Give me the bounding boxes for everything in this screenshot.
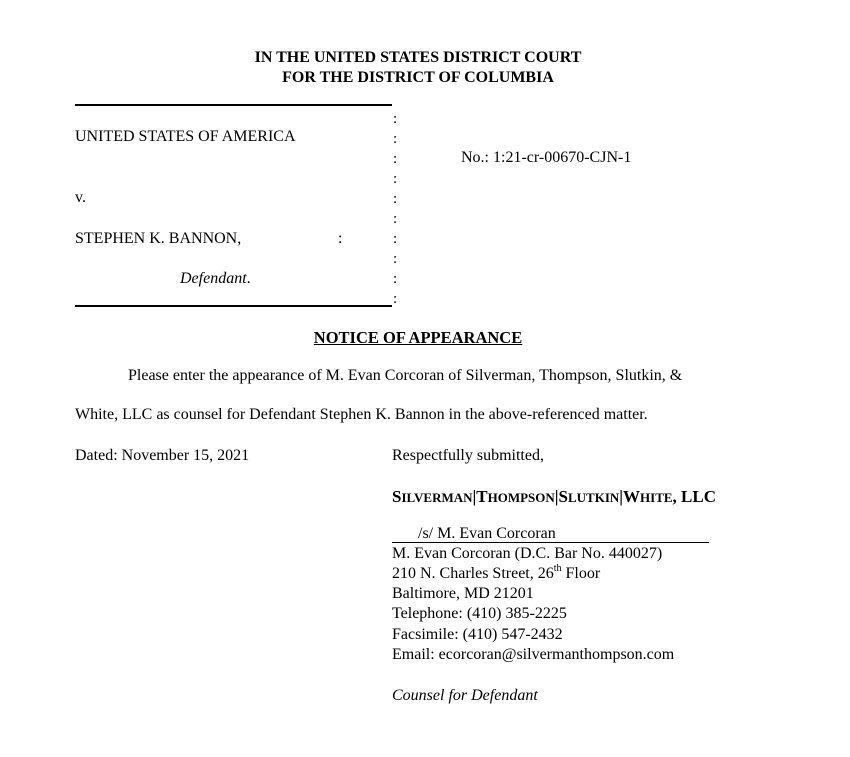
body-line-1: Please enter the appearance of M. Evan Corcoran of Silverman, Thompson, Slutkin, & xyxy=(128,367,683,384)
court-name-line1: IN THE UNITED STATES DISTRICT COURT xyxy=(254,49,582,66)
caption-colon: : xyxy=(393,251,398,267)
defendant-role-text: Defendant xyxy=(180,270,247,287)
case-number: No.: 1:21-cr-00670-CJN-1 xyxy=(461,149,632,166)
defendant-colon: : xyxy=(338,230,343,247)
city-state-zip: Baltimore, MD 21201 xyxy=(392,585,534,602)
facsimile: Facsimile: (410) 547-2432 xyxy=(392,626,563,643)
dated-line: Dated: November 15, 2021 xyxy=(75,447,250,464)
caption-colon: : xyxy=(393,271,398,287)
caption-colon: : xyxy=(393,231,398,247)
counsel-role: Counsel for Defendant xyxy=(392,687,538,704)
versus-label: v. xyxy=(75,189,86,206)
telephone: Telephone: (410) 385-2225 xyxy=(392,605,567,622)
document-title: NOTICE OF APPEARANCE xyxy=(313,328,523,347)
plaintiff-name: UNITED STATES OF AMERICA xyxy=(75,128,296,145)
caption-colon: : xyxy=(393,171,398,187)
caption-colon: : xyxy=(393,111,398,127)
caption-colon: : xyxy=(393,291,398,307)
email: Email: ecorcoran@silvermanthompson.com xyxy=(392,646,675,663)
caption-colon: : xyxy=(393,151,398,167)
street-address: 210 N. Charles Street, 26th Floor xyxy=(392,563,601,582)
defendant-name: STEPHEN K. BANNON, xyxy=(75,230,242,247)
defendant-role-period: . xyxy=(246,270,251,287)
caption-colon: : xyxy=(393,191,398,207)
caption-top-rule xyxy=(75,104,392,106)
caption-bottom-rule xyxy=(75,305,392,307)
firm-name: SILVERMAN|THOMPSON|SLUTKIN|WHITE, LLC xyxy=(392,487,717,506)
closing-line: Respectfully submitted, xyxy=(392,447,544,464)
caption-colon: : xyxy=(393,131,398,147)
court-name-line2: FOR THE DISTRICT OF COLUMBIA xyxy=(282,69,554,86)
signature-line xyxy=(392,542,709,543)
defendant-role xyxy=(180,270,251,288)
electronic-signature: /s/ M. Evan Corcoran xyxy=(418,525,556,542)
body-line-2: White, LLC as counsel for Defendant Stephen K. Bannon in the above-referenced matter. xyxy=(75,406,648,423)
attorney-name-bar: M. Evan Corcoran (D.C. Bar No. 440027) xyxy=(392,545,663,562)
caption-colon: : xyxy=(393,211,398,227)
